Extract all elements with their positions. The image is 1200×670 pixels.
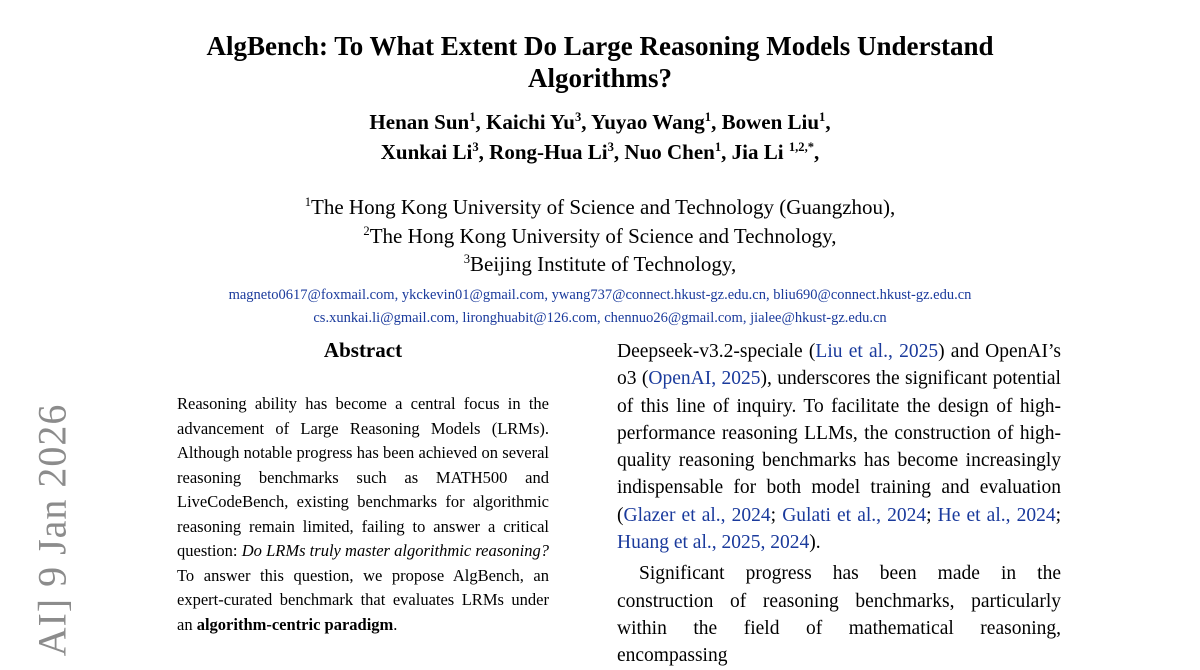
affiliation-mark: 1	[304, 195, 312, 209]
author-name: Nuo Chen	[624, 140, 715, 164]
abstract-heading: Abstract	[323, 338, 403, 362]
paper-title-line-1: AlgBench: To What Extent Do Large Reasoning Models Understand	[206, 31, 994, 61]
author-separator: ,	[613, 140, 625, 164]
intro-text: ).	[809, 532, 821, 554]
citation-link[interactable]: Huang et al., 2025, 2024	[617, 532, 810, 554]
author-affiliation-mark: 1	[469, 110, 476, 124]
abstract-body	[177, 392, 549, 637]
author-affiliation-mark: 3	[574, 110, 582, 124]
affiliation-text: The Hong Kong University of Science and Technology,	[369, 223, 837, 248]
author-affiliation-mark: 3	[472, 140, 479, 154]
author-affiliation-mark: 1,2,*	[788, 140, 815, 154]
abstract-text: To answer this question, we propose AlgBench, an expert-curated benchmark that evaluates LRMs under an	[177, 565, 549, 634]
intro-paragraph-1	[617, 338, 1061, 556]
affiliation-mark: 2	[363, 223, 370, 238]
intro-text: ) and OpenAI’s o3 (	[617, 341, 1061, 390]
author-name: Kaichi Yu	[486, 110, 575, 134]
paper-title-line-2: Algorithms?	[528, 63, 672, 93]
author-line-2	[0, 137, 1200, 167]
intro-paragraph-2: Significant progress has been made in the construction of reasoning benchmarks, particularly within the field of mathematical reasoning, encompassing	[617, 563, 1061, 667]
author-separator: ,	[814, 140, 820, 164]
affiliation-line	[0, 222, 1200, 251]
citation-link[interactable]: Gulati et al., 2024	[782, 504, 927, 526]
author-name: Jia Li	[731, 140, 789, 164]
author-affiliation-mark: 1	[819, 110, 826, 124]
author-separator: ,	[478, 140, 490, 164]
author-name: Yuyao Wang	[590, 110, 705, 134]
abstract-text: Reasoning ability has become a central focus in the advancement of Large Reasoning Models (LRMs). Although notable progress has been achieved on several reasoning benchmarks such as MATH500 and LiveCodeBench, existing benchmarks for algorithmic reasoning remain limited, failing to answer a critical question:	[177, 394, 549, 560]
intro-text: ), underscores the significant potential of this line of inquiry. To facilitate the design of high-performance reasoning LLMs, the construction of high-quality reasoning benchmarks has become increasingly indispensable for both model training and evaluation (	[617, 368, 1061, 526]
citation-link[interactable]: Liu et al., 2025	[815, 341, 939, 362]
intro-text: ;	[770, 504, 783, 526]
abstract-emphasis: algorithm-centric paradigm	[196, 614, 394, 634]
author-name: Xunkai Li	[380, 140, 473, 164]
intro-text: ;	[926, 504, 938, 526]
paper-title	[0, 30, 1200, 94]
intro-text: Deepseek-v3.2-speciale (	[617, 341, 816, 362]
affiliation-mark: 3	[463, 252, 471, 266]
email-line-1[interactable]: magneto0617@foxmail.com, ykckevin01@gmail.com, ywang737@connect.hkust-gz.edu.cn, bliu690@connect.hkust-gz.edu.cn	[228, 287, 972, 303]
author-affiliation-mark: 1	[704, 110, 712, 124]
email-line-2[interactable]: cs.xunkai.li@gmail.com, lironghuabit@126.com, chennuo26@gmail.com, jialee@hkust-gz.edu.cn	[313, 310, 887, 326]
author-separator: ,	[581, 110, 591, 134]
author-list	[0, 107, 1200, 167]
affiliation-text: The Hong Kong University of Science and Technology (Guangzhou),	[311, 195, 896, 219]
author-separator: ,	[475, 110, 487, 134]
author-line-1	[0, 107, 1200, 137]
author-separator: ,	[711, 110, 722, 134]
affiliation-list	[0, 193, 1200, 279]
author-affiliation-mark: 3	[607, 140, 614, 154]
author-emails	[0, 284, 1200, 330]
intro-text: ;	[1055, 504, 1062, 526]
abstract-text: .	[393, 614, 398, 634]
author-separator: ,	[825, 110, 831, 134]
author-name: Rong-Hua Li	[489, 140, 608, 164]
citation-link[interactable]: OpenAI, 2025	[648, 368, 761, 390]
affiliation-line	[0, 193, 1200, 222]
affiliation-line	[0, 250, 1200, 279]
citation-link[interactable]: He et al., 2024	[937, 504, 1056, 526]
author-name: Bowen Liu	[721, 110, 820, 134]
author-affiliation-mark: 1	[714, 140, 722, 154]
introduction-column	[617, 338, 1061, 670]
citation-link[interactable]: Glazer et al., 2024	[623, 504, 771, 526]
affiliation-text: Beijing Institute of Technology,	[470, 252, 737, 276]
author-name: Henan Sun	[369, 110, 470, 134]
abstract-question: Do LRMs truly master algorithmic reasoning?	[241, 541, 549, 560]
arxiv-side-stamp: AI] 9 Jan 2026	[29, 403, 75, 657]
author-separator: ,	[721, 140, 732, 164]
